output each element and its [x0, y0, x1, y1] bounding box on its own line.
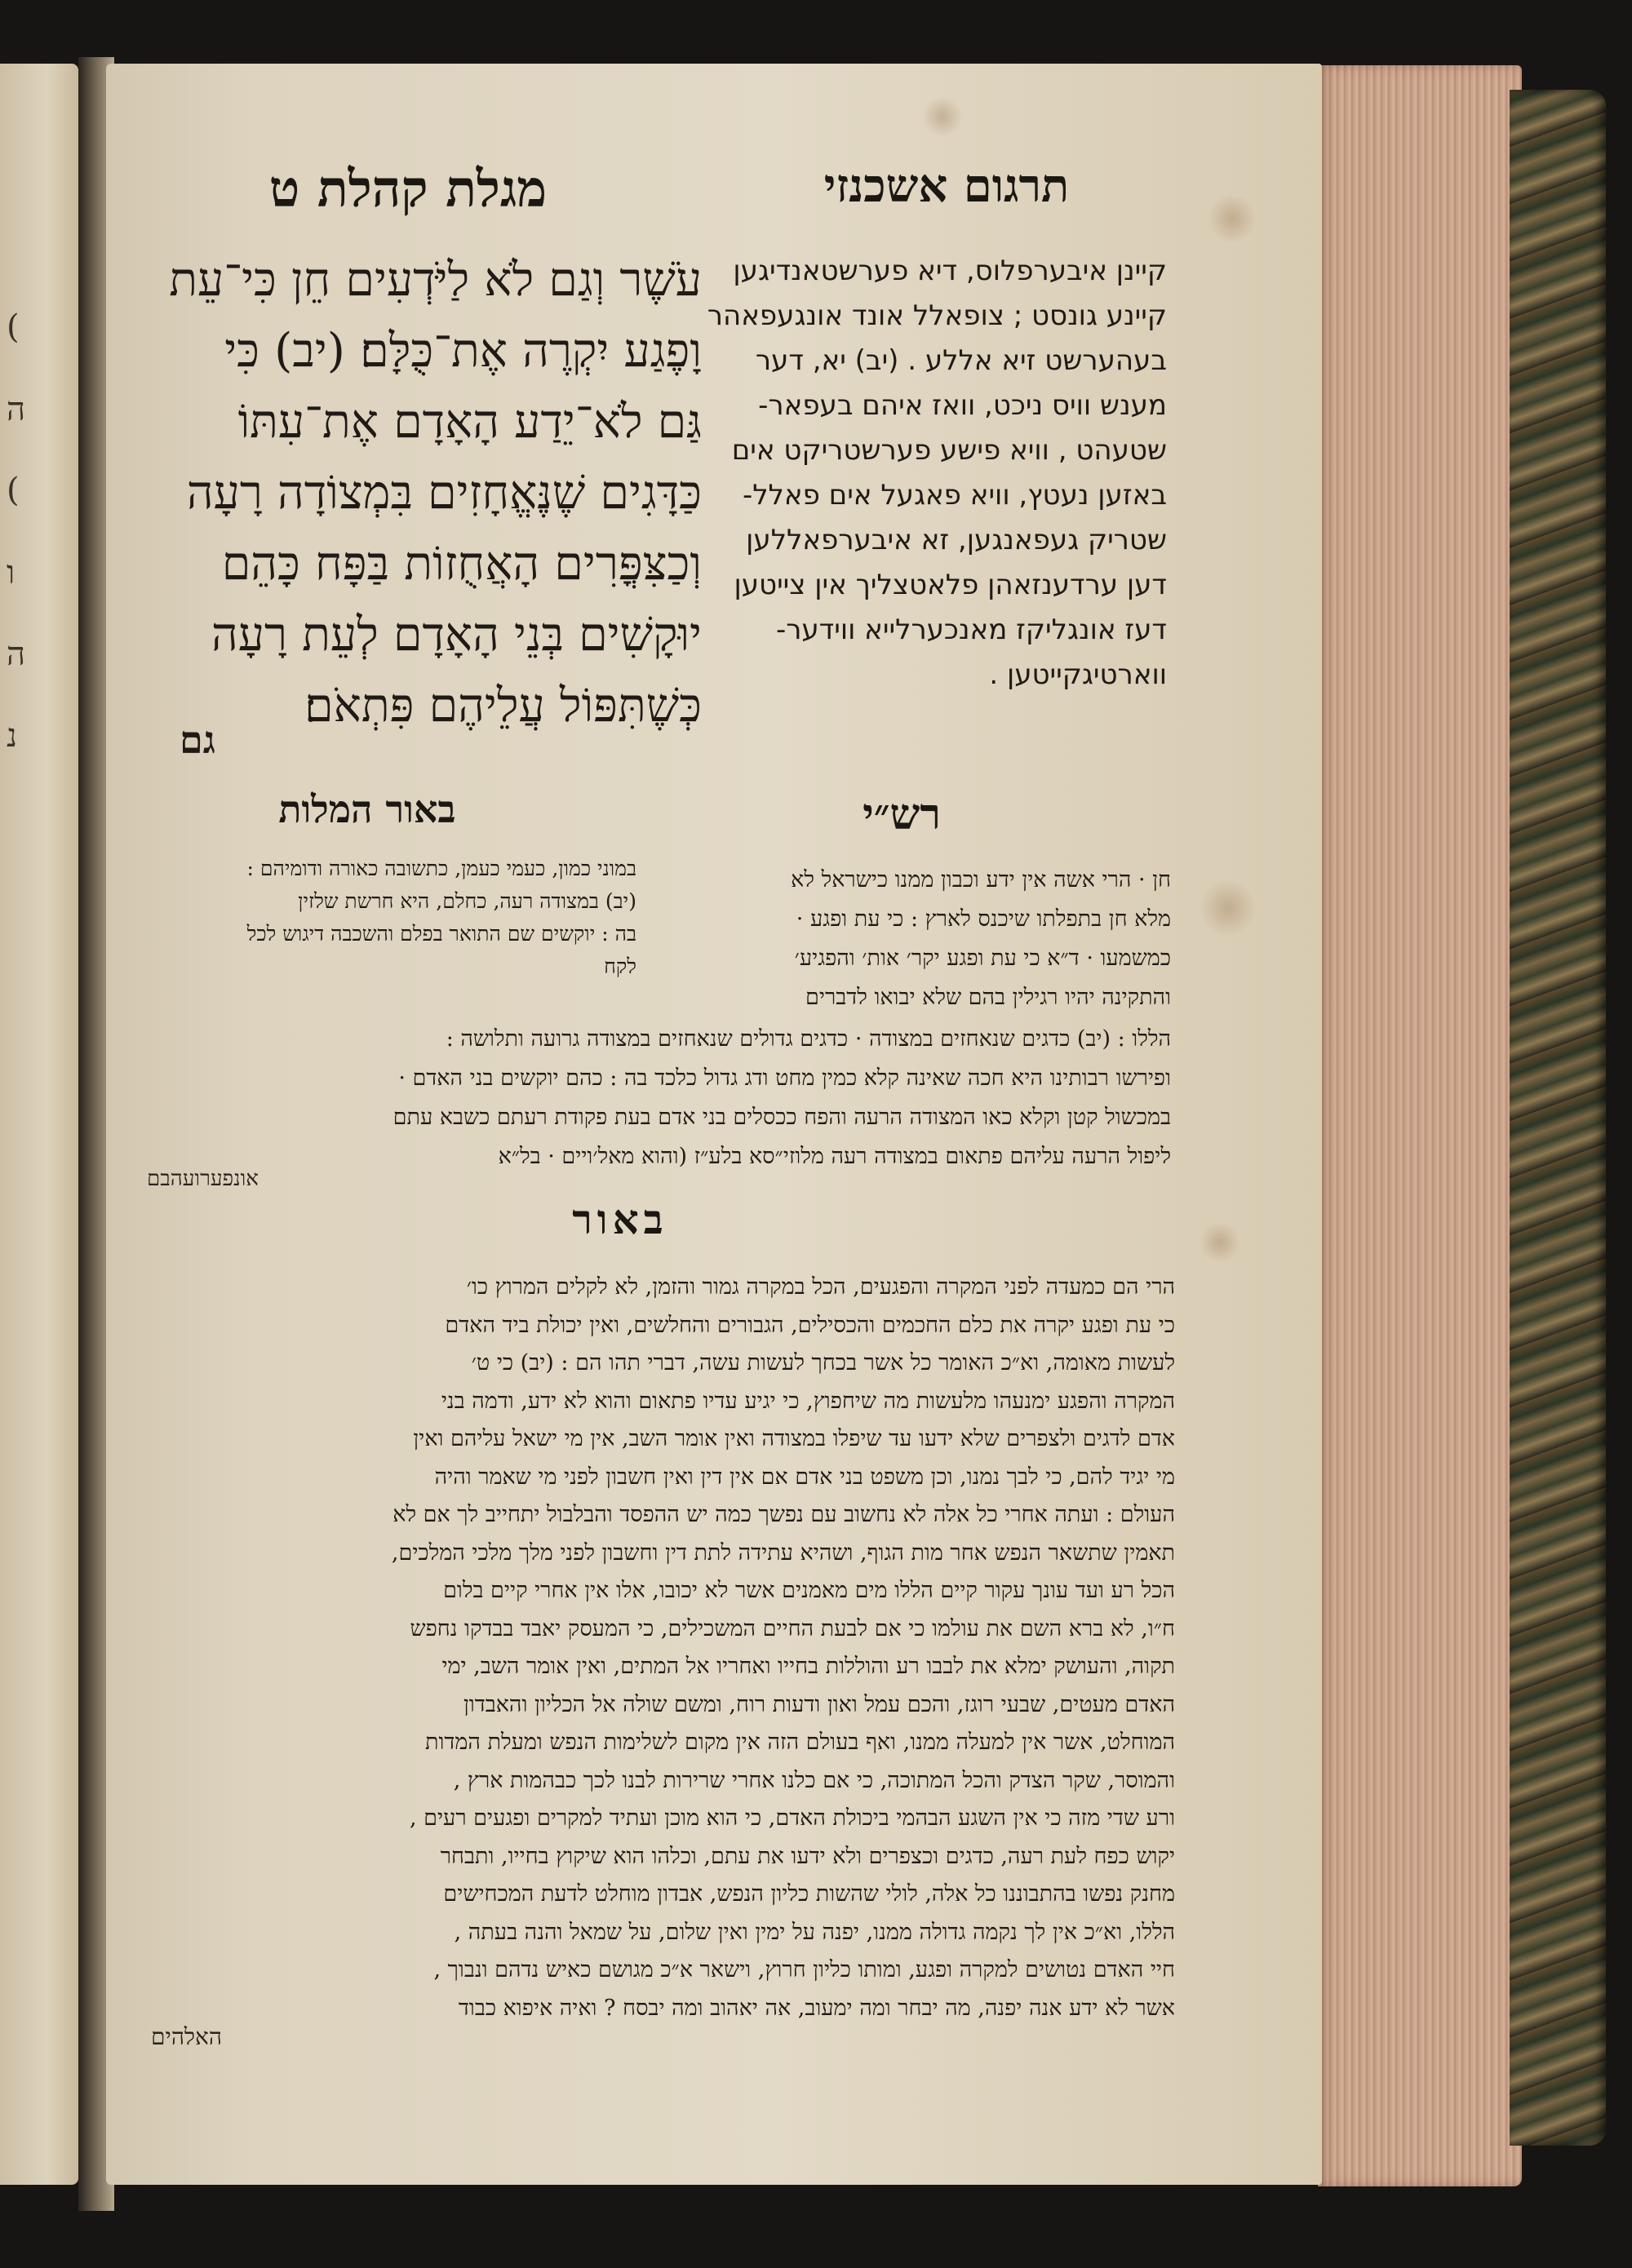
page-edges — [1318, 65, 1522, 2186]
biur-line: לעשות מאומה, וא״כ האומר כל אשר בכחך לעשות עשה, דברי תהו הם : (יב) כי ט׳ — [471, 1350, 1175, 1375]
catchword-bottom: האלהים — [151, 2023, 222, 2050]
biur-line: כי עת ופגע יקרה את כלם החכמים והכסילים, הגבורים והחלשים, ואין יכולת ביד האדם — [445, 1312, 1175, 1338]
targum-line: שטעהט , וויא פישע פערשטריקט אים — [731, 434, 1167, 467]
catchword: גם — [180, 718, 215, 762]
targum-line: מענש וויס ניכט, וואז איהם בעפאר- — [758, 389, 1167, 422]
biur-line: המקרה והפגע ימנעהו מלעשות מה שיחפוץ, כי יגיע עדיו פתאום והוא לא ידע, ודמה בני — [441, 1388, 1175, 1414]
biur-line: הללו, וא״כ אין לך נקמה גדולה ממנו, יפנה על ימין ואין שלום, על שמאל והנה בעתה , — [454, 1919, 1175, 1945]
foxing-spot — [1200, 1222, 1240, 1263]
biur-line: ח״ו, לא ברא השם את עולמו כי אם לבעת החיים המשכילים, כי המעסק יאבד בבדקו נחפש — [410, 1615, 1175, 1641]
facing-page-fragment: ה — [7, 636, 26, 673]
rashi-line: כמשמעו · ד״א כי עת ופגע יקר׳ אות׳ והפגיע׳ — [794, 946, 1171, 971]
targum-line: דען ערדענזאהן פלאטצליך אין צייטען — [734, 569, 1167, 601]
biur-hamilot-line: במוני כמון, כעמי כעמן, כתשובה כאורה ודומיהם : — [246, 857, 636, 880]
biur-text — [114, 1269, 1175, 2027]
verse-line: וְכַצִּפֳּרִים הָאֲחֻזוֹת בַּפָּח כָּהֵם — [221, 537, 702, 591]
rashi-tail-word: אונפערועהבם — [147, 1167, 259, 1191]
biur-line: האדם מעטים, שבעי רוגז, והכם עמל ואון ודעות רוח, ומשם שולה אל הכליון והאבדון — [463, 1691, 1175, 1717]
facing-page-fragment: ( — [7, 472, 20, 509]
foxing-spot — [1208, 194, 1257, 243]
rashi-text-full — [122, 1020, 1171, 1176]
rashi-line: במכשול קטן וקלא כאו המצודה הרעה והפח ככסלים בני אדם בעת פקודת רעתם כשבא עתם — [392, 1105, 1171, 1130]
rashi-line: והתקינה יהיו רגילין בהם שלא יבואו לדברים — [805, 985, 1171, 1010]
foxing-spot — [922, 96, 963, 137]
verse-line: וָפֶגַע יִקְרֶה אֶת־כֻּלָּם׃ (יב) כִּי — [224, 324, 702, 378]
verse-line: עֹשֶׁר וְגַם לֹא לַיֹּדְעִים חֵן כִּי־עֵת — [169, 253, 702, 307]
rashi-line: ופירשו רבותינו היא חכה שאינה קלא כמין מחט ודג גדול כלכד בה : כהם יוקשים בני האדם · — [398, 1065, 1171, 1091]
biur-line: המוחלט, אשר אין למעלה ממנו, ואף בעולם הזה אין מקום לשלימות הנפש ומעלת המדות — [425, 1730, 1175, 1755]
targum-line: קיינע גונסט ; צופאלל אונד אונגעפאהר — [707, 299, 1167, 332]
facing-page-fragment: נ — [7, 717, 18, 755]
biur-line: ורע שדי מזה כי אין השגע הבהמי ביכולת האדם, כי הוא מוכן ועתיד למקרים ופגעים רעים , — [409, 1805, 1175, 1831]
foxing-spot — [1200, 879, 1257, 937]
biur-line: הכל רע ועד עונך עקור קיים הללו מים מאמנים אשר לא יכובו, אלו אין אחרי קיים בלום — [443, 1578, 1175, 1603]
biur-line: מחנק נפשו בהתבוננו כל אלה, לולי שהשות כליון הנפש, אבדון מוחלט לדעת המכחישים — [443, 1881, 1175, 1907]
biur-line: תאמין שתשאר הנפש אחר מות הגוף, ושהיא עתידה לתת דין וחשבון לפני מלך מלכי המלכים, — [391, 1539, 1175, 1566]
verse-line: כַּדָּגִים שֶׁנֶּאֱחָזִים בִּמְצוֹדָה רָעָה — [186, 466, 702, 520]
targum-line: שטריק געפאנגען, זא איבערפאללען — [746, 524, 1167, 556]
targum-text — [653, 249, 1167, 698]
facing-page-fragment: ו — [7, 554, 16, 591]
marbled-cover — [1510, 90, 1606, 2146]
biur-line: תקוה, והעושק ימלא את לבבו רע והוללות בחייו ואחריו אל המתים, ואין אומר השב, ימי — [441, 1654, 1175, 1679]
targum-line: דעז אונגליקז מאנכערלייא ווידער- — [775, 614, 1167, 646]
rashi-text-narrow — [649, 861, 1171, 1017]
targum-line: בעהערשט זיא אללע . (יב) יא, דער — [755, 344, 1167, 377]
targum-header: תרגום אשכנזי — [823, 159, 1070, 213]
biur-hamilot-heading: באור המלות — [278, 787, 456, 831]
targum-line: באזען נעטץ, וויא פאגעל אים פאלל- — [742, 479, 1167, 512]
biur-hamilot-line: (יב) במצודה רעה, כחלם, היא חרשת שלזין — [298, 889, 636, 913]
facing-page-fragment: ה — [7, 391, 26, 428]
targum-line: ווארטיגקייטען . — [989, 658, 1167, 691]
verse-text — [131, 245, 702, 742]
verse-line: יוּקָשִׁים בְּנֵי הָאָדָם לְעֵת רָעָה — [211, 608, 702, 662]
verse-line: גַּם לֹא־יֵדַע הָאָדָם אֶת־עִתּוֹ — [237, 395, 702, 449]
biur-hamilot-text — [131, 853, 636, 983]
verse-line: כְּשֶׁתִּפּוֹל עֲלֵיהֶם פִּתְאֹם׃ — [304, 679, 702, 733]
biur-hamilot-line: לקח — [604, 955, 636, 978]
biur-line: אשר לא ידע אנה יפנה, מה יבחר ומה ימעוב, אה יאהוב ומה יבסח ? ואיה איפוא כבוד — [458, 1995, 1175, 2021]
targum-line: קיינן איבערפלוס, דיא פערשטאנדיגען — [733, 255, 1167, 287]
biur-line: אדם לדגים ולצפרים שלא ידעו עד שיפלו במצודה ואין אומר השב, אין מי ישאל עליהם ואין — [413, 1426, 1175, 1451]
rashi-line: מלא חן בתפלתו שיכנס לארץ : כי עת ופגע · — [796, 906, 1171, 932]
rashi-line: חן · הרי אשה אין ידע וכבון ממנו כישראל לא — [791, 867, 1171, 893]
rashi-heading: רש״י — [863, 790, 941, 839]
biur-line: מי יגיד להם, כי לבך נמנו, וכן משפט בני אדם אם אין דין ואין חשבון לפני מי שאמר והיה — [434, 1464, 1175, 1490]
biur-hamilot-line: בה : יוקשים שם התואר בפלם והשכבה דיגוש לכל — [246, 922, 636, 946]
biur-line: העולם : ועתה אחרי כל אלה לא נחשוב עם נפשך כמה יש ההפסד והבלבול יתחייב לך אם לא — [392, 1502, 1175, 1527]
book-title-header: מגלת קהלת ט — [268, 159, 548, 219]
facing-page-fragment: ( — [7, 308, 20, 346]
biur-line: הרי הם כמעדה לפני המקרה והפגעים, הכל במקרה גמור והזמן, לא לקלים המרוץ כו׳ — [466, 1274, 1175, 1300]
biur-heading: באור — [572, 1195, 668, 1243]
biur-line: והמוסר, שקר הצדק והכל המתוכה, כי אם כלנו אחרי שרירות לבנו לכך כבהמות ארץ , — [453, 1767, 1175, 1793]
rashi-line: הללו : (יב) כדגים שנאחזים במצודה · כדגים גדולים שנאחזים במצודה גרועה ותלושה : — [446, 1026, 1171, 1052]
biur-line: חיי האדם נטושים למקרה ופגע, ומותו כליון חרוץ, וישאר א״כ מגושם כאיש נדהם ונבוך , — [433, 1957, 1175, 1982]
facing-page — [0, 64, 78, 2185]
biur-line: יקוש כפח לעת רעה, כדגים וכצפרים ולא ידעו את עתם, וכלהו הוא שיקוץ בחייו, ותבחר — [440, 1843, 1175, 1869]
rashi-line: ליפול הרעה עליהם פתאום במצודה רעה מלוזי״סא בלע״ז (והוא מאל׳ויים · בל״א — [498, 1144, 1171, 1169]
